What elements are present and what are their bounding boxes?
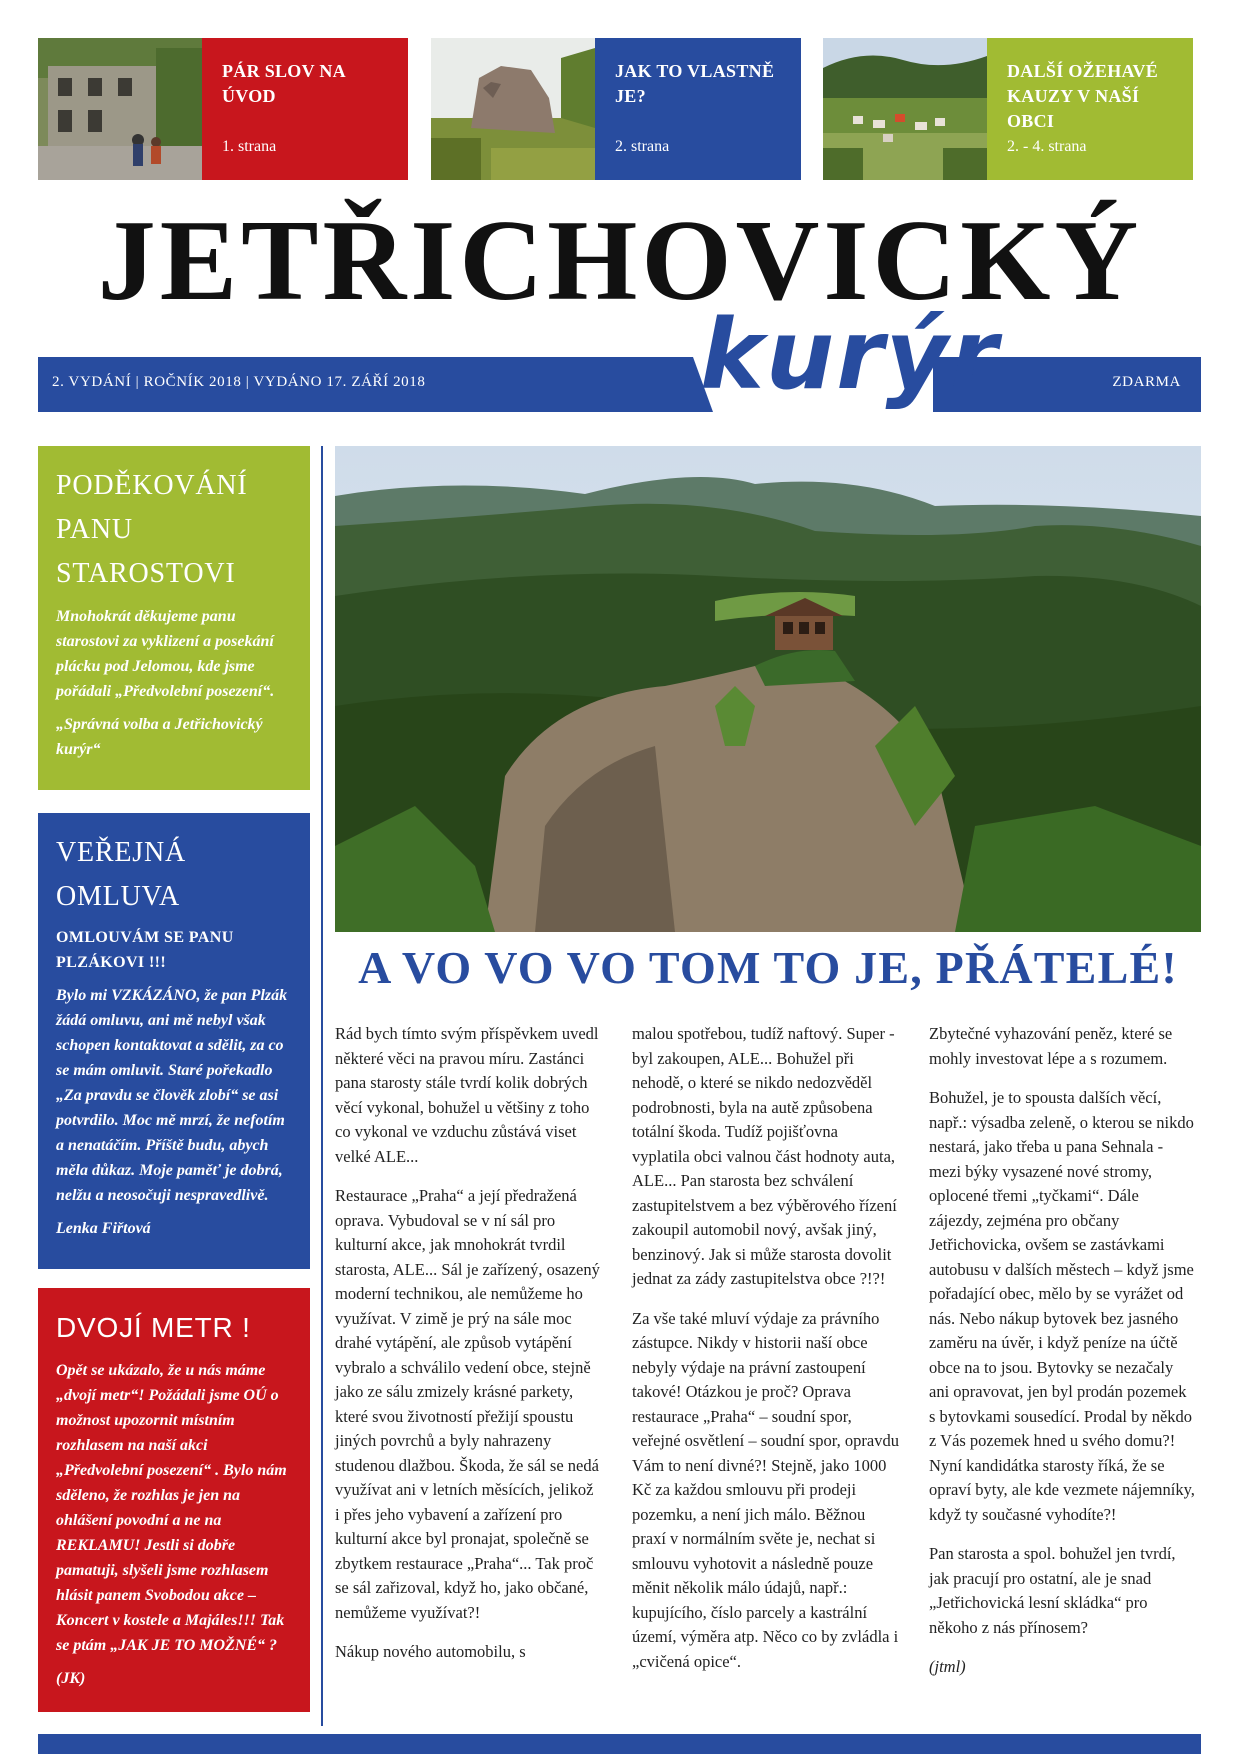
- column-divider: [321, 446, 323, 1726]
- article-paragraph: Nákup nového automobilu, s: [335, 1642, 526, 1661]
- double-standard-text: Opět se ukázalo, že u nás máme „dvojí metr“! Požádali jsme OÚ o možnost upozornit místním rozhlasem na naší akci „Předvolební posezení“ . Bylo nám sděleno, že rozhlas je jen na ohlášení povodní a ne na REKLAMU! Jestli si dobře pamatuji, slyšeli jsme rozhlasem hlásit panem Svobodou akce – Koncert v kostele a Majáles!!! Tak se ptám „JAK JE TO MOŽNÉ“ ?: [56, 1362, 287, 1654]
- article-column-3: [929, 1022, 1196, 1695]
- article-signature: (jtml): [929, 1657, 966, 1676]
- teaser-how-it-is[interactable]: [431, 38, 801, 180]
- thanks-box: [38, 446, 310, 790]
- thanks-text: Mnohokrát děkujeme panu starostovi za vyklizení a posekání plácku pod Jelomou, kde jsme pořádali „Předvolební posezení“.: [56, 608, 275, 700]
- article-paragraph: Pan starosta a spol. bohužel jen tvrdí, jak pracují pro ostatní, ale je snad „Jetřichovická lesní skládka“ pro někoho z nás přínosem?: [929, 1544, 1176, 1637]
- footer-bar: [38, 1734, 1201, 1754]
- masthead-title: JETŘICHOVICKÝ: [97, 197, 1143, 325]
- article-column-2: [632, 1022, 899, 1689]
- teaser-page: 1. strana: [222, 138, 277, 155]
- teaser-photo-village: [823, 38, 987, 180]
- apology-text: Bylo mi VZKÁZÁNO, že pan Plzák žádá omluvu, ani mě nebyl však schopen kontaktovat a sdělit, za co se mám omluvit. Staré pořekadlo „Za pravdu se člověk zlobí“ se asi potvrdilo. Moc mě mrzí, že nefotím a nenatáčím. Příště budu, abych měla důkaz. Moje paměť je dobrá, nelžu a neosočuji nespravedlivě.: [56, 987, 288, 1204]
- thanks-slogan: „Správná volba a Jetřichovický kurýr“: [56, 716, 263, 758]
- double-standard-author: (JK): [56, 1670, 86, 1687]
- article-paragraph: Bohužel, je to spousta dalších věcí, např.: výsadba zeleně, o kterou se nikdo nestará, jako třeba u pana Sehnala - mezi býky vysazené nové stromy, oplocené třemi „tyčkami“. Dále zájezdy, zejména pro občany Jetřichovicka, ovšem se zastávkami autobusu v dalších městech – když jsme pořadající obec, mělo by se vyrážet od nás. Nebo nákup bytovek bez jasného zaměru na úvěr, i když peníze na účtě obce na to jsou. Bytovky se nezačaly ani opravovat, jen byl prodán pozemek s bytovkami sousedící. Prodal by někdo z Vás pozemek hned u svého domu?! Nyní kandidátka starosty říká, že se opraví byty, ale kde vezmete nájemníky, když ty současné vyhodíte?!: [929, 1088, 1195, 1524]
- teaser-photo-rock: [431, 38, 595, 180]
- price-label: ZDARMA: [1112, 374, 1181, 390]
- teaser-title: DALŠÍ OŽEHAVÉ KAUZY V NAŠÍ OBCI: [1007, 61, 1159, 131]
- article-paragraph: Za vše také mluví výdaje za právního zástupce. Nikdy v historii naší obce nebyly výdaje na právní zastoupení takové! Otázkou je proč? Oprava restaurace „Praha“ – soudní spor, veřejné osvětlení – soudní spor, opravdu Vám to není divné?! Stejně, jako 1000 Kč za každou smlouvu při prodeji pozemku, a není jich málo. Běžnou praxí v normálním světe je, nechat si smlouvu vyhotovit a následně pouze měnit několik málo údajů, např.: kupujícího, číslo parcely a kastrální území, výměra atp. Něco co by zvládla i „cvičená opice“.: [632, 1308, 899, 1671]
- teaser-title: PÁR SLOV NA ÚVOD: [222, 61, 345, 106]
- article-paragraph: Zbytečné vyhazování peněz, které se mohly investovat lépe a s rozumem.: [929, 1024, 1173, 1068]
- teaser-intro[interactable]: [38, 38, 408, 180]
- teaser-page: 2. strana: [615, 138, 670, 155]
- apology-subtitle: OMLOUVÁM SE PANU PLZÁKOVI !!!: [56, 929, 234, 971]
- apology-author: Lenka Fiřtová: [56, 1220, 151, 1237]
- thanks-title: PODĚKOVÁNÍ PANU STAROSTOVI: [56, 470, 248, 589]
- article-column-1: [335, 1022, 602, 1680]
- issue-bar: [38, 357, 1201, 412]
- article-paragraph: Rád bych tímto svým příspěvkem uvedl některé věci na pravou míru. Zastánci pana starosty stále tvrdí kolik dobrých věcí vykonal, bohužel u většiny z toho co vykonal ve vzduchu zůstává viset velké ALE...: [335, 1024, 599, 1166]
- double-standard-title: DVOJÍ METR !: [56, 1312, 251, 1343]
- teaser-box: [987, 38, 1193, 180]
- hero-photo-rock-lookout: [335, 446, 1201, 932]
- article-headline: A VO VO VO TOM TO JE, PŘÁTELÉ!: [358, 942, 1178, 993]
- issue-info: 2. VYDÁNÍ | ROČNÍK 2018 | VYDÁNO 17. ZÁŘÍ 2018: [52, 374, 426, 390]
- teaser-photo-ruins: [38, 38, 202, 180]
- teaser-box: [202, 38, 408, 180]
- double-standard-box: [38, 1288, 310, 1712]
- article-paragraph: malou spotřebou, tudíž naftový. Super - byl zakoupen, ALE... Bohužel při nehodě, o které se nikdo nedozvěděl podrobnosti, byla na autě způsobena totální škoda. Tudíž pojišťovna vyplatila obci valnou část hodnoty auta, ALE... Pan starosta bez schválení zastupitelstvem a bez výběrového řízení zakoupil automobil nový, avšak jiný, benzinový. Jak si může starosta dovolit jednat za zády zastupitelstva obce ?!?!: [632, 1024, 897, 1288]
- article-paragraph: Restaurace „Praha“ a její předražená oprava. Vybudoval se v ní sál pro kulturní akce, jak mnohokrát tvrdil starosta, ALE... Sál je zařízený, osazený moderní technikou, ale nemůžeme ho využívat. V zimě je prý na sále moc drahé vytápění, ale způsob vytápění vybralo a schválilo vedení obce, stejně jako ze sálu zmizely krásné parkety, které svou životností přežijí spoustu jiných povrchů a byly nahrazeny studenou dlažbou. Škoda, že sál se nedá využívat ani v letních měsících, jelikož i přes jeho vybavení a zařízení pro kulturní akce byl pronajat, společně se zbytkem restaurace „Praha“... Tak proč se sál zařizoval, když ho, jako občané, nemůžeme využívat?!: [335, 1186, 600, 1622]
- teaser-affairs[interactable]: [823, 38, 1193, 180]
- teaser-page: 2. - 4. strana: [1007, 138, 1087, 155]
- apology-title: VEŘEJNÁ OMLUVA: [56, 837, 187, 912]
- teaser-title: JAK TO VLASTNĚ JE?: [615, 61, 775, 106]
- masthead-script-logo: kurýr: [700, 299, 1000, 411]
- apology-box: [38, 813, 310, 1269]
- teaser-box: [595, 38, 801, 180]
